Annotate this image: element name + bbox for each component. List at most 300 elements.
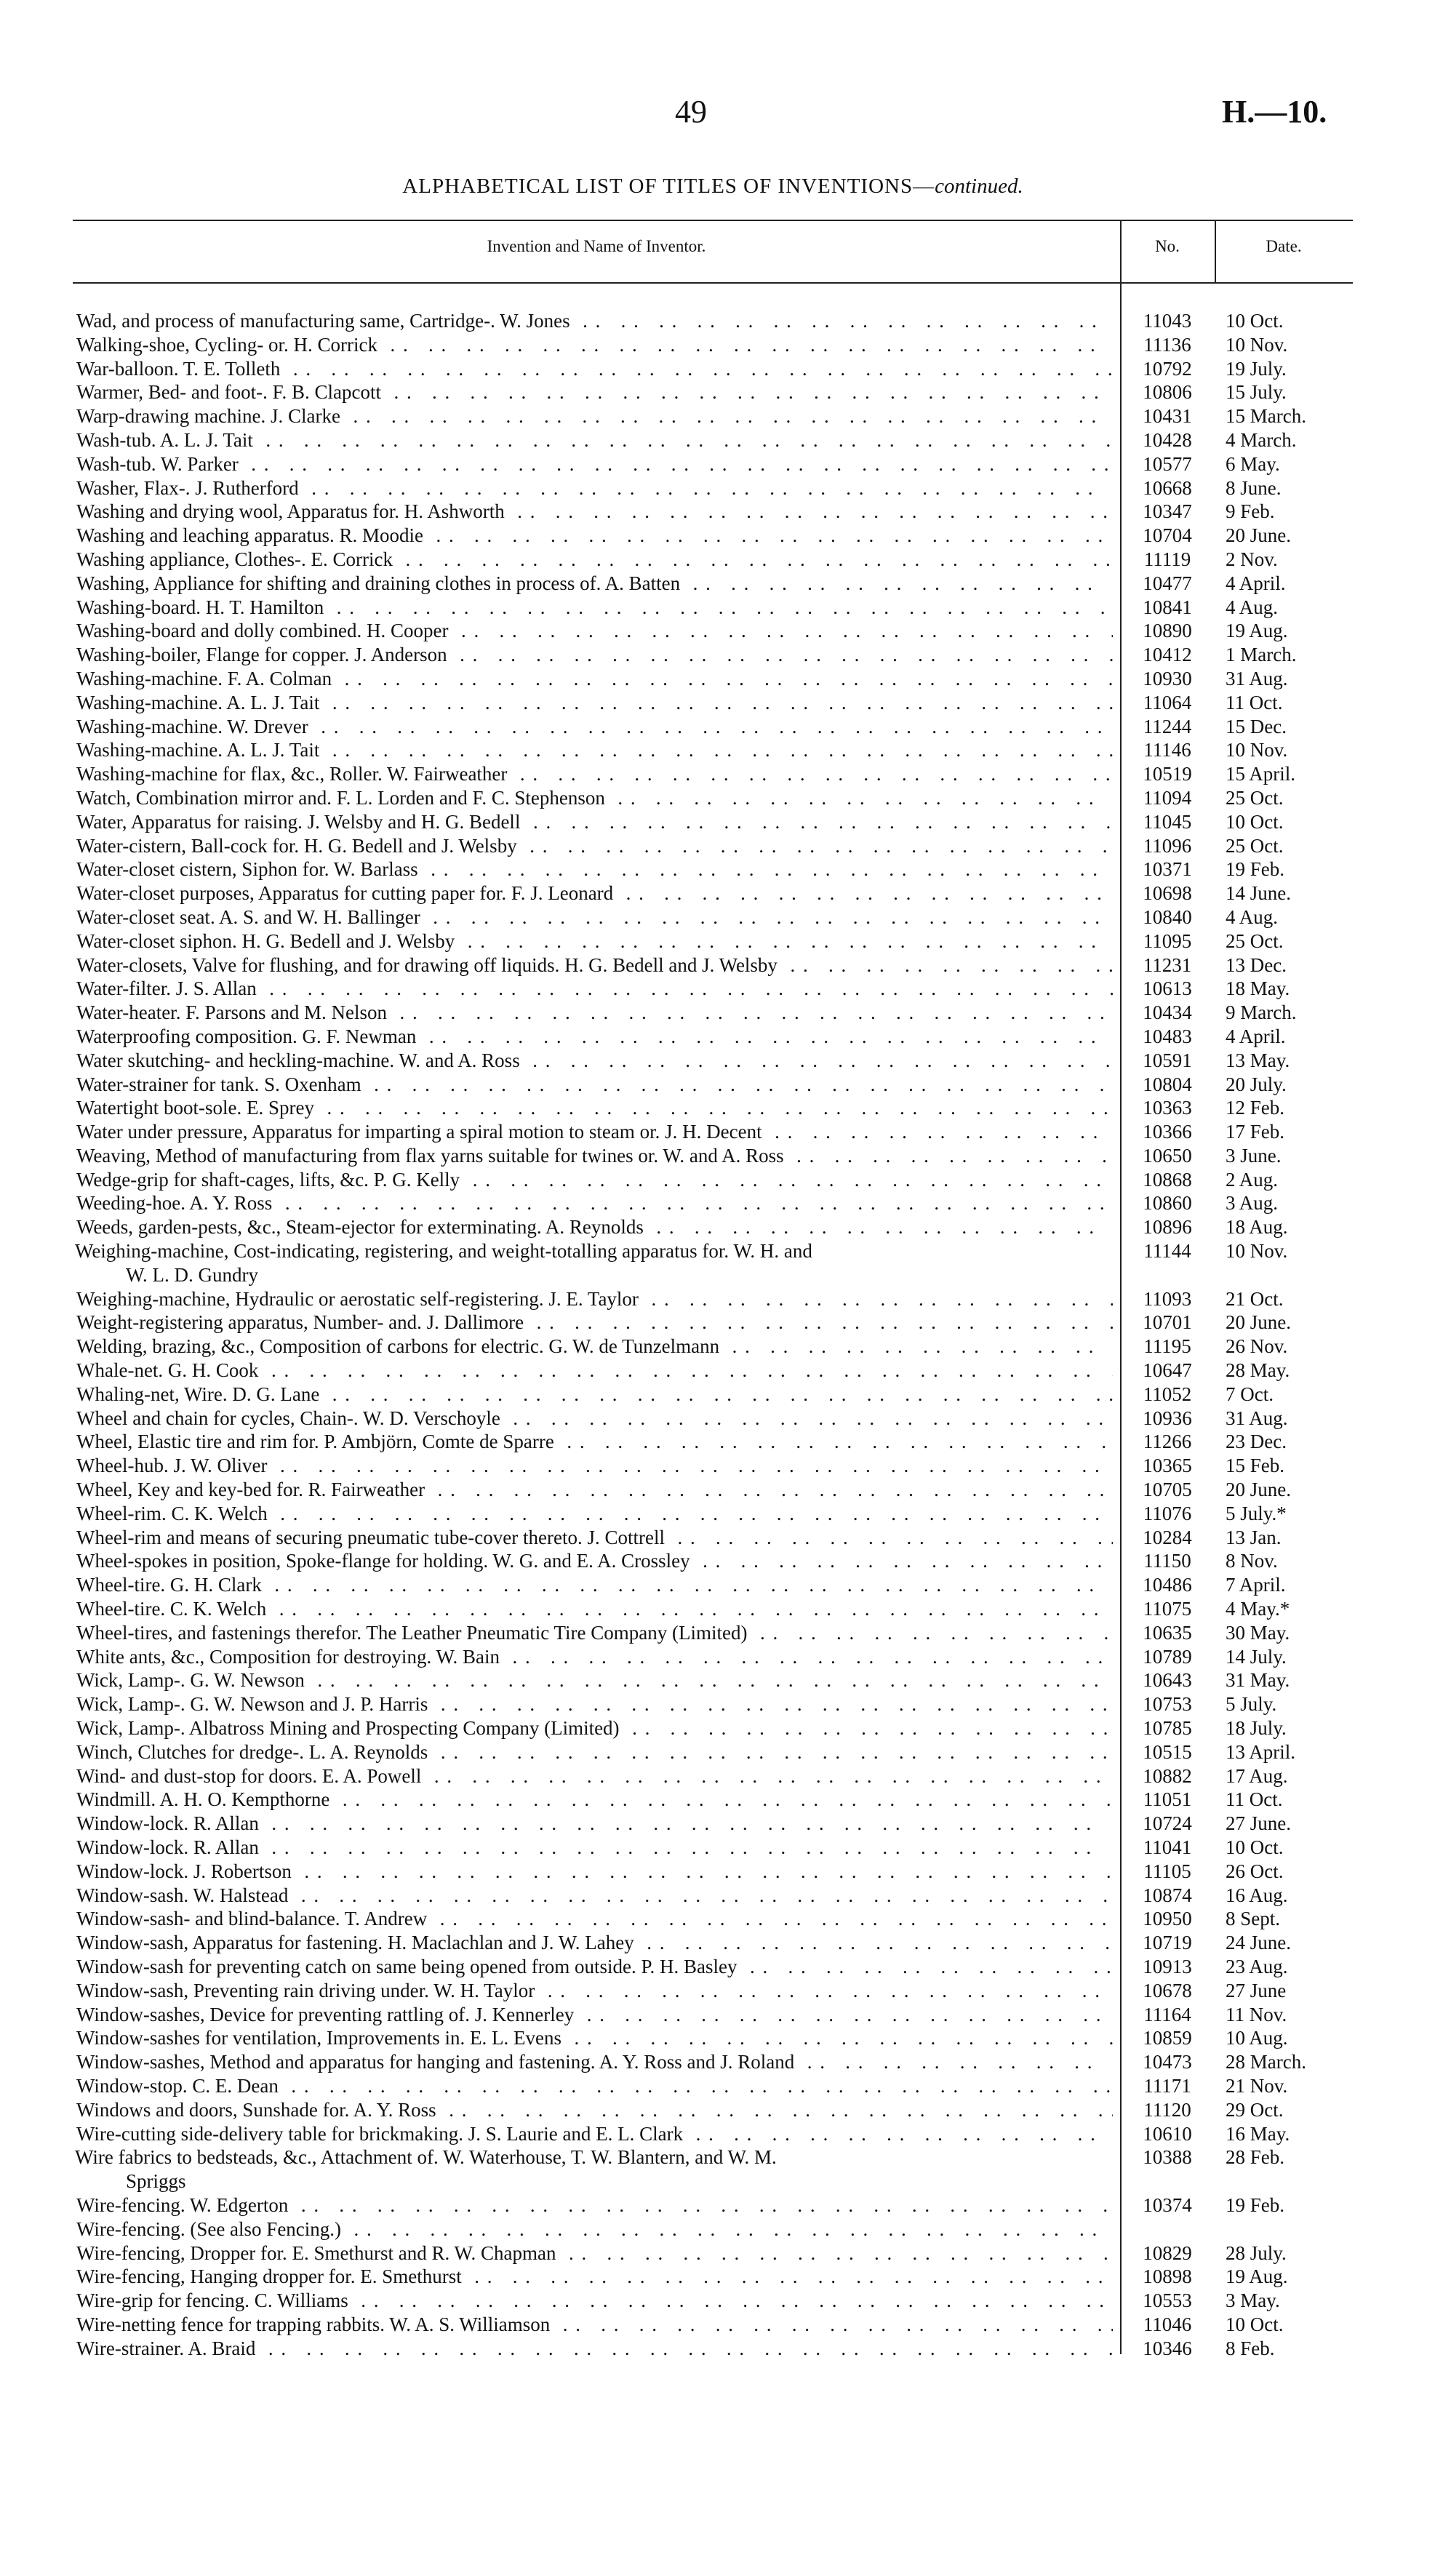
patent-date: 14 July. [1226,1645,1287,1668]
invention-title-text: Weaving, Method of manufacturing from flax yarns suitable for twines or. W. and A. Ross [76,1144,784,1167]
patent-number: 10610 [1143,2122,1192,2145]
invention-title-text: Water-closet cistern, Siphon for. W. Barlass [76,858,418,881]
table-row [0,1955,1451,1979]
table-row [0,1239,1451,1287]
table-row [0,1788,1451,1812]
invention-title [76,1478,1113,1502]
table-row [0,1430,1451,1454]
patent-date: 5 July. [1226,1693,1277,1716]
invention-title [76,1168,1113,1192]
patent-date: 13 Dec. [1226,953,1287,976]
invention-title [76,2050,1113,2074]
patent-number: 10950 [1143,1908,1192,1930]
table-row [0,1668,1451,1692]
invention-title-text: Water-closet seat. A. S. and W. H. Ballinger [76,905,420,928]
table-row [0,953,1451,977]
invention-title-text: Water under pressure, Apparatus for imparting a spiral motion to steam or. J. H. Decent [76,1121,762,1143]
patent-date: 19 July. [1226,357,1287,380]
invention-title [76,1716,1113,1740]
invention-title [76,2289,1113,2313]
patent-number: 11171 [1143,2074,1191,2097]
table-row [0,500,1451,524]
patent-number: 11105 [1143,1860,1191,1882]
table-row [0,596,1451,620]
invention-title [76,1383,1113,1407]
patent-number: 10841 [1143,596,1192,618]
invention-title-continuation: Spriggs [126,2170,186,2193]
patent-number: 11051 [1143,1788,1192,1811]
table-row [0,619,1451,643]
table-row [0,2074,1451,2098]
patent-number: 11064 [1143,691,1192,713]
invention-title [76,1979,1113,2003]
patent-date: 29 Oct. [1226,2098,1284,2121]
patent-date: 8 Feb. [1226,2337,1275,2359]
invention-title-text: Wheel-spokes in position, Spoke-flange for holding. W. G. and E. A. Crossley [76,1550,690,1572]
invention-title-text: Window-stop. C. E. Dean [76,2074,279,2097]
patent-date: 10 Oct. [1226,810,1284,833]
patent-date: 25 Oct. [1226,929,1284,952]
invention-title-text: War-balloon. T. E. Tolleth [76,357,281,380]
invention-title [76,1239,1113,1287]
patent-date: 10 Oct. [1226,2313,1284,2335]
invention-title-text: Washing-board and dolly combined. H. Cooper [76,620,449,642]
invention-title [76,596,1113,620]
invention-title-text: Water-closets, Valve for flushing, and for drawing off liquids. H. G. Bedell and J. Welsby [76,953,778,976]
patent-number: 11146 [1143,739,1191,761]
invention-title [76,357,1113,381]
invention-title-text: Welding, brazing, &c., Composition of carbons for electric. G. W. de Tunzelmann [76,1335,720,1358]
invention-title [76,1597,1113,1621]
patent-date: 21 Nov. [1226,2074,1288,2097]
invention-title [76,1096,1113,1120]
invention-title [76,1025,1113,1049]
invention-title-text: Wheel-tires, and fastenings therefor. The Leather Pneumatic Tire Company (Limited) [76,1621,748,1644]
table-row [0,2241,1451,2265]
invention-title-text: White ants, &c., Composition for destroying. W. Bain [76,1645,500,1668]
invention-title [76,2217,1113,2241]
invention-title-text: Weighing-machine, Cost-indicating, registering, and weight-totalling apparatus for. W. H. and [75,1240,812,1263]
patent-date: 17 Feb. [1226,1121,1284,1143]
table-row [0,1001,1451,1025]
patent-date: 10 Nov. [1226,333,1288,356]
patent-date: 15 Dec. [1226,715,1287,737]
table-row [0,762,1451,786]
patent-date: 2 Nov. [1226,548,1278,570]
invention-title [76,715,1113,739]
table-row [0,309,1451,333]
invention-title [76,572,1113,596]
table-row [0,1407,1451,1431]
invention-title [76,881,1113,905]
table-row [0,2050,1451,2074]
table-row [0,2289,1451,2313]
table-row [0,333,1451,357]
patent-number: 10347 [1143,500,1192,523]
patent-date: 28 March. [1226,2051,1306,2073]
table-row [0,1740,1451,1764]
page-number: 49 [675,94,707,129]
table-row [0,1836,1451,1860]
patent-number: 10804 [1143,1073,1192,1095]
table-row [0,1812,1451,1836]
invention-title [76,786,1113,810]
table-row [0,476,1451,500]
patent-date: 12 Feb. [1226,1097,1284,1119]
invention-title [76,929,1113,953]
invention-title [76,1740,1113,1764]
patent-number: 10668 [1143,476,1192,499]
invention-title [76,1692,1113,1716]
invention-title-text: Weeding-hoe. A. Y. Ross [76,1192,273,1215]
patent-date: 24 June. [1226,1932,1291,1954]
patent-number: 10874 [1143,1884,1192,1906]
table-row [0,1191,1451,1215]
invention-title [76,524,1113,548]
invention-title-text: Window-sash, Apparatus for fastening. H. Maclachlan and J. W. Lahey [76,1932,634,1954]
patent-number: 10412 [1143,644,1192,666]
table-row [0,1359,1451,1383]
invention-title [76,1764,1113,1788]
patent-date: 28 May. [1226,1359,1290,1382]
patent-date: 13 Jan. [1226,1526,1282,1548]
patent-date: 23 Aug. [1226,1955,1288,1977]
patent-number: 10431 [1143,405,1192,428]
table-row [0,977,1451,1001]
invention-title [76,1812,1113,1836]
table-row [0,1979,1451,2003]
patent-date: 19 Feb. [1226,858,1284,881]
invention-title [76,1311,1113,1335]
invention-title [76,1407,1113,1431]
table-row [0,1621,1451,1645]
table-row [0,1860,1451,1884]
patent-number: 10363 [1143,1097,1192,1119]
patent-date: 15 July. [1226,381,1287,404]
invention-title [76,2193,1113,2217]
table-row [0,1764,1451,1788]
invention-title-text: Wire-fencing. W. Edgerton [76,2193,289,2216]
invention-title [76,953,1113,977]
invention-title-text: Wheel-rim and means of securing pneumatic tube-cover thereto. J. Cottrell [76,1526,665,1548]
patent-date: 14 June. [1226,882,1291,905]
patent-date: 19 Aug. [1226,620,1288,642]
patent-number: 10705 [1143,1479,1192,1501]
patent-number: 11136 [1143,333,1191,356]
patent-number: 10473 [1143,2051,1192,2073]
invention-title-text: Water, Apparatus for raising. J. Welsby and H. G. Bedell [76,810,521,833]
patent-date: 15 April. [1226,763,1296,785]
table-row [0,2313,1451,2337]
invention-title [76,667,1113,691]
invention-title-text: Wheel and chain for cycles, Chain-. W. D. Verschoyle [76,1407,500,1429]
invention-title-text: Water-closet siphon. H. G. Bedell and J. Welsby [76,929,455,952]
patent-number: 10678 [1143,1979,1192,2001]
patent-number: 10515 [1143,1740,1192,1763]
invention-title [76,1454,1113,1478]
patent-number: 11046 [1143,2313,1192,2335]
invention-title [76,2074,1113,2098]
patent-date: 28 July. [1226,2241,1287,2264]
invention-title [76,1907,1113,1931]
table-row [0,1478,1451,1502]
invention-title-text: Water-closet purposes, Apparatus for cutting paper for. F. J. Leonard [76,882,614,905]
table-row [0,905,1451,929]
patent-date: 20 June. [1226,524,1291,547]
patent-number: 11045 [1143,810,1192,833]
table-row [0,1383,1451,1407]
patent-date: 11 Oct. [1226,1788,1283,1811]
patent-number: 10434 [1143,1001,1192,1024]
invention-title [76,810,1113,834]
patent-number: 10840 [1143,905,1192,928]
invention-title-text: Wick, Lamp-. G. W. Newson and J. P. Harris [76,1693,428,1716]
patent-date: 28 Feb. [1226,2146,1284,2169]
invention-title [76,1001,1113,1025]
patent-number: 10486 [1143,1574,1192,1596]
patent-date: 25 Oct. [1226,834,1284,857]
patent-date: 4 Aug. [1226,596,1279,618]
patent-date: 8 Nov. [1226,1550,1278,1572]
table-row [0,2265,1451,2289]
patent-number: 10346 [1143,2337,1192,2359]
patent-number: 10643 [1143,1669,1192,1692]
patent-date: 4 April. [1226,1025,1286,1047]
patent-date: 13 May. [1226,1049,1290,1071]
patent-number: 10724 [1143,1812,1192,1835]
table-row [0,524,1451,548]
invention-title-text: Window-sash. W. Halstead [76,1884,289,1906]
table-row [0,1073,1451,1097]
invention-title [76,1120,1113,1144]
patent-number: 10829 [1143,2241,1192,2264]
patent-number: 10613 [1143,977,1192,1000]
invention-title-text: Wheel, Key and key-bed for. R. Fairweather [76,1479,425,1501]
patent-number: 10519 [1143,763,1192,785]
invention-title [76,2098,1113,2122]
table-top-rule [73,220,1353,221]
table-row [0,834,1451,858]
table-row [0,1716,1451,1740]
invention-title [76,1788,1113,1812]
table-row [0,2122,1451,2146]
patent-number: 10792 [1143,357,1192,380]
invention-title [76,1430,1113,1454]
table-row [0,1168,1451,1192]
table-row [0,1597,1451,1621]
invention-title [76,1884,1113,1908]
patent-number: 10365 [1143,1455,1192,1477]
table-row [0,691,1451,715]
patent-date: 4 May.* [1226,1598,1290,1620]
patent-date: 3 June. [1226,1144,1282,1167]
invention-title-text: Washing-board. H. T. Hamilton [76,596,324,618]
patent-date: 5 July.* [1226,1502,1287,1524]
table-row [0,1884,1451,1908]
patent-date: 15 March. [1226,405,1306,428]
invention-title-text: Winch, Clutches for dredge-. L. A. Reynolds [76,1740,428,1763]
table-row [0,810,1451,834]
invention-title-text: Windmill. A. H. O. Kempthorne [76,1788,330,1811]
patent-number: 10930 [1143,667,1192,689]
invention-title [76,2265,1113,2289]
patent-date: 17 Aug. [1226,1764,1288,1787]
invention-title-text: Weeds, garden-pests, &c., Steam-ejector for exterminating. A. Reynolds [76,1216,644,1239]
table-row [0,2003,1451,2027]
patent-date: 8 Sept. [1226,1908,1281,1930]
patent-number: 11093 [1143,1287,1192,1310]
invention-title-text: Washing-boiler, Flange for copper. J. Anderson [76,644,447,666]
invention-title-text: Wheel-hub. J. W. Oliver [76,1455,268,1477]
invention-title [76,1502,1113,1526]
invention-title [76,428,1113,452]
invention-title-text: Window-lock. R. Allan [76,1836,259,1858]
invention-title-text: Wire-fencing, Hanging dropper for. E. Smethurst [76,2265,462,2288]
invention-title [76,1215,1113,1239]
patent-date: 27 June. [1226,1812,1291,1835]
patent-date: 3 May. [1226,2289,1280,2312]
patent-number: 11095 [1143,929,1192,952]
patent-date: 26 Oct. [1226,1860,1284,1882]
invention-title [76,857,1113,881]
table-row [0,715,1451,739]
invention-title [76,1549,1113,1573]
table-row [0,857,1451,881]
table-row [0,404,1451,428]
invention-title-text: Wad, and process of manufacturing same, Cartridge-. W. Jones [76,310,570,332]
table-row [0,1144,1451,1168]
invention-title [76,905,1113,929]
patent-number: 10860 [1143,1192,1192,1215]
patent-date: 15 Feb. [1226,1455,1284,1477]
list-title [73,175,1353,199]
patent-number: 10647 [1143,1359,1192,1382]
invention-title-text: Wedge-grip for shaft-cages, lifts, &c. P. G. Kelly [76,1168,460,1191]
patent-date: 18 July. [1226,1717,1287,1740]
table-row [0,881,1451,905]
patent-date: 8 June. [1226,476,1282,499]
table-row [0,2217,1451,2241]
invention-title [76,691,1113,715]
patent-date: 18 May. [1226,977,1290,1000]
patent-date: 25 Oct. [1226,786,1284,809]
invention-title-text: Water-strainer for tank. S. Oxenham [76,1073,361,1095]
invention-title-continuation: W. L. D. Gundry [126,1263,258,1286]
patent-date: 31 May. [1226,1669,1290,1692]
patent-date: 4 Aug. [1226,905,1279,928]
patent-number: 10789 [1143,1645,1192,1668]
table-row [0,1025,1451,1049]
table-row [0,1454,1451,1478]
invention-title [76,2026,1113,2050]
table-row [0,1502,1451,1526]
table-row [0,1692,1451,1716]
invention-title-text: Wire-fencing. (See also Fencing.) [76,2217,342,2240]
table-row [0,2026,1451,2050]
invention-title-text: Washing appliance, Clothes-. E. Corrick [76,548,393,570]
invention-title [76,977,1113,1001]
patent-date: 20 June. [1226,1479,1291,1501]
invention-title-text: Window-sash, Preventing rain driving under. W. H. Taylor [76,1979,535,2001]
invention-title [76,1836,1113,1860]
patent-number: 11195 [1143,1335,1191,1358]
patent-date: 10 Aug. [1226,2027,1288,2049]
table-row [0,1311,1451,1335]
patent-date: 10 Oct. [1226,310,1284,332]
patent-number: 11119 [1143,548,1191,570]
patent-number: 11120 [1143,2098,1191,2121]
patent-date: 30 May. [1226,1621,1290,1644]
table-row [0,548,1451,572]
patent-number: 11052 [1143,1383,1192,1405]
invention-title-text: Window-lock. J. Robertson [76,1860,292,1882]
patent-number: 10753 [1143,1693,1192,1716]
table-row [0,1120,1451,1144]
invention-title-text: Warp-drawing machine. J. Clarke [76,405,340,428]
invention-title-text: Wire-cutting side-delivery table for brickmaking. J. S. Laurie and E. L. Clark [76,2122,684,2145]
invention-title-text: Wire-fencing, Dropper for. E. Smethurst and R. W. Chapman [76,2241,556,2264]
invention-title [76,1526,1113,1550]
invention-title [76,309,1113,333]
patent-date: 16 Aug. [1226,1884,1288,1906]
table-row [0,1049,1451,1073]
patent-number: 11164 [1143,2003,1191,2025]
invention-title-text: Wheel-tire. G. H. Clark [76,1574,262,1596]
table-row [0,1907,1451,1931]
invention-title-text: Water skutching- and heckling-machine. W. and A. Ross [76,1049,520,1071]
patent-date: 18 Aug. [1226,1216,1288,1239]
patent-number: 10284 [1143,1526,1192,1548]
patent-date: 20 June. [1226,1311,1291,1334]
patent-number: 11043 [1143,310,1192,332]
table-row [0,1645,1451,1669]
table-row [0,452,1451,476]
invention-title [76,404,1113,428]
patent-number: 11244 [1143,715,1192,737]
invention-title [76,452,1113,476]
invention-title [76,2003,1113,2027]
invention-title-text: Window-sashes, Method and apparatus for hanging and fastening. A. Y. Ross and J. Roland [76,2051,795,2073]
invention-title [76,380,1113,404]
invention-title-text: Wash-tub. W. Parker [76,452,239,475]
invention-title-text: Washing-machine. F. A. Colman [76,667,332,689]
table-row [0,357,1451,381]
patent-number: 10890 [1143,620,1192,642]
invention-title [76,548,1113,572]
patent-date: 10 Nov. [1226,1240,1288,1263]
table-row [0,1526,1451,1550]
invention-title-text: Window-sash for preventing catch on same being opened from outside. P. H. Basley [76,1955,738,1977]
patent-date: 13 April. [1226,1740,1296,1763]
patent-number: 11266 [1143,1431,1192,1453]
patent-date: 27 June [1226,1979,1287,2001]
patent-date: 7 April. [1226,1574,1286,1596]
table-row [0,572,1451,596]
column-header-date: Date. [1266,237,1302,255]
patent-date: 16 May. [1226,2122,1290,2145]
patent-date: 9 March. [1226,1001,1297,1024]
list-title-main: ALPHABETICAL LIST OF TITLES OF INVENTIONS— [402,175,935,198]
invention-title-text: Wire fabrics to bedsteads, &c., Attachment of. W. Waterhouse, T. W. Blantern, and W. M. [75,2146,777,2169]
patent-date: 4 March. [1226,428,1297,451]
invention-title-text: Window-sash- and blind-balance. T. Andrew [76,1908,428,1930]
invention-title [76,1860,1113,1884]
patent-number: 11041 [1143,1836,1192,1858]
invention-title-text: Wash-tub. A. L. J. Tait [76,428,253,451]
table-row [0,1573,1451,1597]
patent-number: 10898 [1143,2265,1192,2288]
invention-title-text: Washing, Appliance for shifting and draining clothes in process of. A. Batten [76,572,681,594]
